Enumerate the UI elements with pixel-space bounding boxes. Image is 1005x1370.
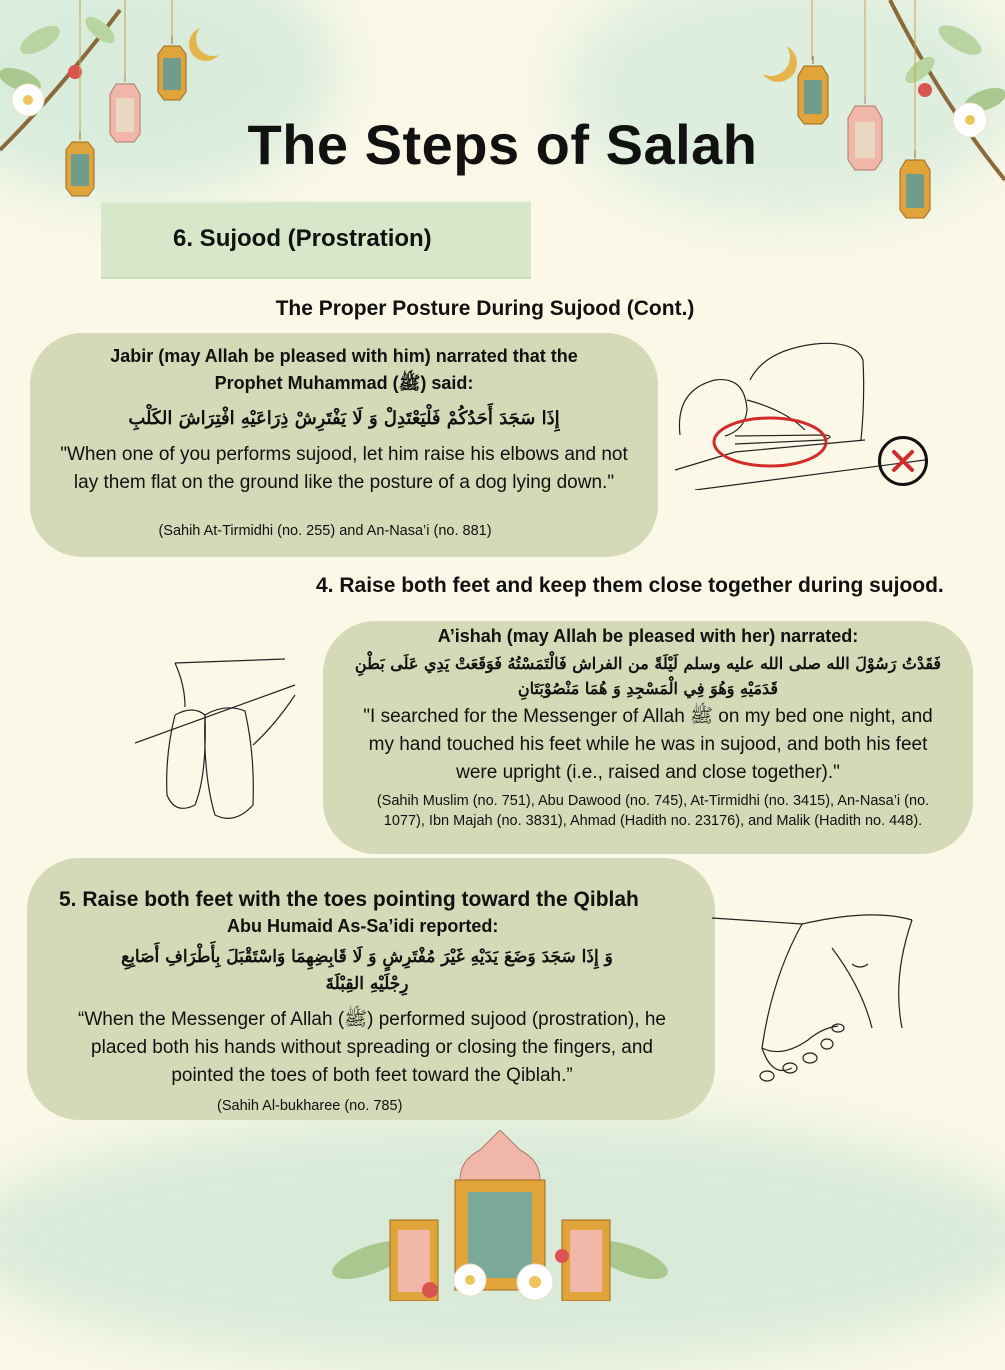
card-intro: A’ishah (may Allah be pleased with her) narrated: — [437, 626, 859, 646]
card-reference: (Sahih At-Tirmidhi (no. 255) and An-Nasa’i (no. 881) — [158, 523, 492, 539]
card-reference: (Sahih Muslim (no. 751), Abu Dawood (no. 745), At-Tirmidhi (no. 3415), An-Nasa’i (no. 1077), Ibn Majah (no. 3831), Ahmad (Hadith no. 23176), and Malik (Hadith no. 448). — [376, 793, 930, 829]
page-title: The Steps of Salah — [247, 113, 758, 176]
toes-toward-qiblah-illustration — [712, 908, 952, 1088]
point-5-heading: 5. Raise both feet with the toes pointing toward the Qiblah — [59, 888, 639, 911]
card-arabic-text: فَقَدْتُ رَسُوْلَ الله صلى الله عليه وسلم لَيْلَةً من الفراش فَالْتَمَسْتُهُ فَوَقَعَتْ يَدِي عَلَى بَطْنِ قَدَمَيْهِ وَهُوَ فِي الْمَسْجِدِ وَ هُمَا مَنْصُوْبَتَانِ — [354, 654, 942, 698]
card-quote: "I searched for the Messenger of Allah ﷺ on my bed one night, and my hand touched his feet while he was in sujood, and both his feet were upright (i.e., raised and close together)." — [363, 706, 933, 783]
crescent-moon-icon — [752, 38, 790, 76]
section-tag-label: 6. Sujood (Prostration) — [173, 225, 432, 252]
point-4-heading: 4. Raise both feet and keep them close together during sujood. — [316, 574, 944, 597]
card-arabic-text: إِذَا سَجَدَ أَحَدُكُمْ فَلْيَعْتَدِلْ وَ لَا يَفْتَرِشْ ذِرَاعَيْهِ افْتِرَاشَ الكَلْبِ — [128, 408, 560, 429]
card-quote: "When one of you performs sujood, let him raise his elbows and not lay them flat on the ground like the posture of a dog lying down." — [60, 444, 628, 493]
card-arabic-text: وَ إِذَا سَجَدَ وَضَعَ يَدَيْهِ غَيْرَ مُفْتَرِشٍ وَ لَا قَابِضِهِمَا وَاسْتَقْبَلَ بِأَطْرَافِ أَصَابِعِ رِجْلَيْهِ القِبْلَةَ — [121, 947, 613, 994]
crescent-moon-icon — [196, 22, 230, 56]
hadith-card-jabir — [30, 333, 658, 557]
feet-together-illustration — [135, 655, 305, 835]
card-intro: Abu Humaid As-Sa’idi reported: — [227, 916, 499, 936]
hadith-card-abu-humaid — [27, 858, 715, 1120]
x-mark-icon — [878, 436, 928, 486]
lantern-icon — [152, 36, 192, 108]
card-reference: (Sahih Al-bukharee (no. 785) — [217, 1098, 403, 1114]
bottom-decoration — [330, 1130, 670, 1301]
section-subtitle: The Proper Posture During Sujood (Cont.) — [275, 297, 695, 320]
card-intro: Jabir (may Allah be pleased with him) narrated that the Prophet Muhammad (ﷺ) said: — [110, 346, 578, 393]
section-tag — [101, 203, 531, 277]
card-quote: “When the Messenger of Allah (ﷺ) performed sujood (prostration), he placed both his hands without spreading or closing the fingers, and pointed the toes of both feet toward the Qiblah.” — [78, 1009, 666, 1086]
hadith-card-aishah — [323, 621, 973, 854]
